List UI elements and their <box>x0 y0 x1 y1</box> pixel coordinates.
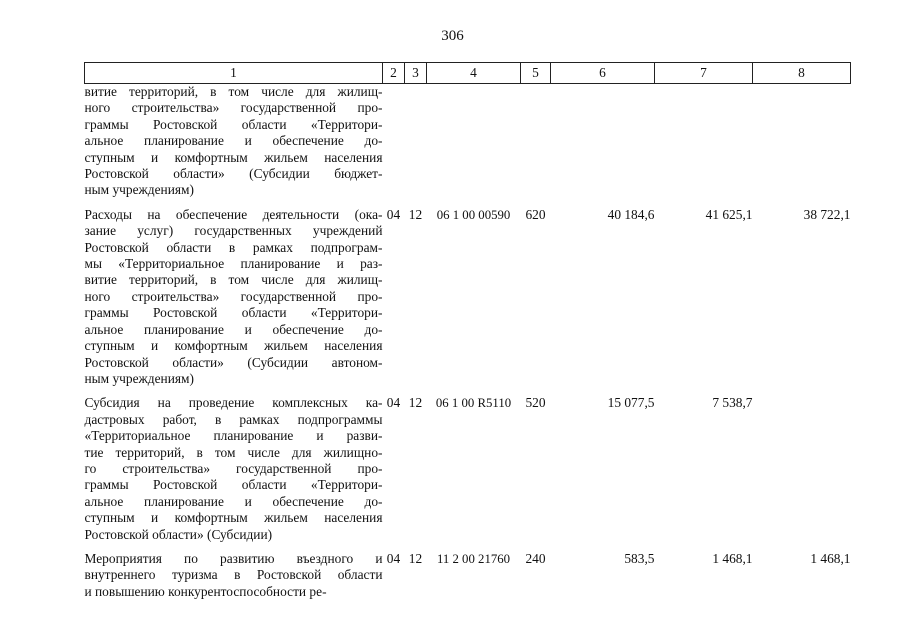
description-line: ного строительства» государственной про- <box>84 288 383 304</box>
description-line: Ростовской области» (Субсидии автоном- <box>84 354 383 370</box>
amount-year-3 <box>753 84 851 199</box>
amount-year-2: 1 468,1 <box>712 550 753 566</box>
expense-type-code: 620 <box>525 206 546 222</box>
amount-year-2: 41 625,1 <box>705 206 753 222</box>
section-code: 04 <box>386 206 401 222</box>
column-header-1: 1 <box>85 63 383 84</box>
amount-year-2: 7 538,7 <box>712 395 753 411</box>
amount-year-1: 40 184,6 <box>607 206 655 222</box>
description-line: Мероприятия по развитию въездного и <box>84 550 383 566</box>
description-line: мы «Территориальное планирование и раз- <box>84 256 383 272</box>
description-line: Расходы на обеспечение деятельности (ока- <box>84 206 383 222</box>
amount-year-1 <box>551 84 655 199</box>
table-body <box>85 84 851 601</box>
table-row <box>85 199 851 387</box>
description-line: Субсидия на проведение комплексных ка- <box>84 395 383 411</box>
page-number: 306 <box>441 28 464 44</box>
subsection-code: 12 <box>408 550 423 566</box>
description-line: «Территориальное планирование и разви- <box>84 428 383 444</box>
column-header-6: 6 <box>551 63 655 84</box>
description-line: Ростовской области» (Субсидии) <box>84 526 273 542</box>
description-line: витие территорий, в том числе для жилищ- <box>84 84 383 99</box>
description-line: ступным и комфортным жильем населения <box>84 149 383 165</box>
section-code: 04 <box>386 395 401 411</box>
section-code: 04 <box>386 550 401 566</box>
amount-year-1: 583,5 <box>624 550 655 566</box>
table-row <box>85 543 851 600</box>
expense-type-code <box>521 84 551 199</box>
row-description <box>85 387 383 543</box>
table-header-row <box>85 63 851 84</box>
target-article-code: 06 1 00 R5110 <box>435 396 512 411</box>
description-line: граммы Ростовской области «Территори- <box>84 305 383 321</box>
table-row <box>85 387 851 543</box>
amount-year-2 <box>655 84 753 199</box>
column-header-4: 4 <box>427 63 521 84</box>
description-line: го строительства» государственной про- <box>84 460 383 476</box>
description-line: граммы Ростовской области «Территори- <box>84 116 383 132</box>
column-header-8: 8 <box>753 63 851 84</box>
amount-year-3 <box>753 387 851 543</box>
description-line: Ростовской области» (Субсидии бюджет- <box>84 166 383 182</box>
section-code <box>383 84 405 199</box>
budget-table <box>84 62 851 600</box>
description-line: дастровых работ, в рамках подпрограммы <box>84 411 383 427</box>
description-line: зание услуг) государственных учреждений <box>84 223 383 239</box>
description-line: и повышению конкурентоспособности ре- <box>84 583 327 599</box>
row-description <box>85 543 383 600</box>
subsection-code <box>405 84 427 199</box>
description-line: ступным и комфортным жильем населения <box>84 510 383 526</box>
row-description <box>85 84 383 199</box>
row-description <box>85 199 383 387</box>
description-line: тие территорий, в том числе для жилищно- <box>84 444 383 460</box>
description-line: ным учреждениям) <box>84 182 194 198</box>
expense-type-code: 520 <box>525 395 546 411</box>
description-line: альное планирование и обеспечение до- <box>84 493 383 509</box>
subsection-code: 12 <box>408 395 423 411</box>
amount-year-1: 15 077,5 <box>607 395 655 411</box>
description-line: ного строительства» государственной про- <box>84 100 383 116</box>
column-header-5: 5 <box>521 63 551 84</box>
target-article-code <box>427 84 521 199</box>
expense-type-code: 240 <box>525 550 546 566</box>
column-header-3: 3 <box>405 63 427 84</box>
description-line: внутреннего туризма в Ростовской области <box>84 567 383 583</box>
description-line: альное планирование и обеспечение до- <box>84 321 383 337</box>
column-header-2: 2 <box>383 63 405 84</box>
subsection-code: 12 <box>408 206 423 222</box>
description-line: граммы Ростовской области «Территори- <box>84 477 383 493</box>
column-header-7: 7 <box>655 63 753 84</box>
description-line: ступным и комфортным жильем населения <box>84 338 383 354</box>
target-article-code: 11 2 00 21760 <box>436 551 511 566</box>
description-line: Ростовской области в рамках подпрограм- <box>84 239 383 255</box>
amount-year-3: 38 722,1 <box>803 206 851 222</box>
description-line: витие территорий, в том числе для жилищ- <box>84 272 383 288</box>
amount-year-3: 1 468,1 <box>810 550 851 566</box>
description-line: ным учреждениям) <box>84 370 194 386</box>
description-line: альное планирование и обеспечение до- <box>84 133 383 149</box>
table-row <box>85 84 851 199</box>
target-article-code: 06 1 00 00590 <box>436 207 511 222</box>
